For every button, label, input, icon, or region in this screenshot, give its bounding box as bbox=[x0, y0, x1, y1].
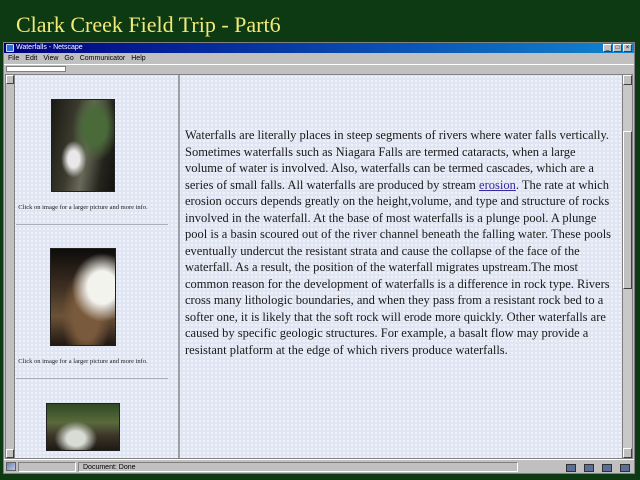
maximize-button[interactable]: □ bbox=[613, 44, 622, 52]
status-bar bbox=[4, 459, 634, 473]
sidebar-scrollbar[interactable] bbox=[6, 75, 15, 458]
article-text: . The rate at which erosion occurs depends greatly on the height,volume, and type and structure of rocks involved in the waterfall. At the base of most waterfalls is a plunge pool. A plunge pool is a basin scoured out of the river channel beneath the falling water. These pools eventually undercut the resistant strata and cause the collapse of the face of the waterfall. As a result, the position of the waterfall migrates upstream.The most common reason for the development of waterfalls is a difference in rock type. Rivers cross many lithologic boundaries, and when they pass from a resistant rock bed to a softer one, it is likely that the soft rock will erode more quickly. Other waterfalls are caused by specific geologic structures. For example, a basalt flow may provide a resistant platform at the edge of which rivers produce waterfalls. bbox=[185, 177, 612, 357]
component-bar bbox=[563, 462, 631, 472]
minimize-button[interactable]: _ bbox=[603, 44, 612, 52]
waterfall-photo-3[interactable] bbox=[46, 403, 120, 451]
menu-file[interactable]: File bbox=[8, 55, 20, 62]
menu-communicator[interactable]: Communicator bbox=[79, 55, 126, 62]
erosion-link[interactable]: erosion bbox=[479, 177, 516, 192]
waterfall-photo-2[interactable] bbox=[50, 248, 116, 346]
security-lock-icon[interactable] bbox=[6, 462, 16, 471]
window-titlebar[interactable] bbox=[4, 43, 634, 53]
menu-view[interactable]: View bbox=[43, 55, 59, 62]
progress-meter bbox=[18, 462, 76, 472]
photo-divider bbox=[16, 224, 168, 225]
mail-icon[interactable] bbox=[581, 462, 595, 472]
browser-content bbox=[5, 74, 633, 459]
photo-caption-2: Click on image for a larger picture and more info. bbox=[18, 358, 148, 365]
photo-divider bbox=[16, 378, 168, 379]
location-field[interactable] bbox=[6, 66, 66, 72]
slide-title: Clark Creek Field Trip - Part6 bbox=[16, 12, 281, 37]
menu-bar bbox=[4, 53, 634, 64]
waterfall-article bbox=[185, 127, 613, 358]
status-text: Document: Done bbox=[78, 462, 518, 472]
article-scrollbar[interactable] bbox=[622, 75, 632, 458]
netscape-icon bbox=[6, 44, 14, 52]
menu-help[interactable]: Help bbox=[131, 55, 146, 62]
composer-icon[interactable] bbox=[599, 462, 613, 472]
scroll-up-button[interactable] bbox=[6, 75, 14, 84]
article-text: Waterfalls are literally places in steep segments of rivers where water falls vertically. Sometimes waterfalls such as Niagara Falls are termed cataracts, when a large volume of water is involved. Also, waterfalls can be termed cascades, which are a series of small falls. All waterfalls are produced by stream bbox=[185, 128, 610, 192]
browser-window bbox=[3, 42, 635, 474]
article-frame bbox=[182, 75, 632, 458]
scroll-up-button[interactable] bbox=[623, 75, 632, 85]
waterfall-photo-1[interactable] bbox=[51, 99, 115, 192]
edit-icon[interactable] bbox=[617, 462, 631, 472]
window-controls bbox=[603, 44, 632, 52]
scroll-thumb[interactable] bbox=[623, 131, 632, 289]
location-toolbar bbox=[4, 64, 634, 73]
window-title: Waterfalls - Netscape bbox=[16, 44, 83, 51]
photo-caption-1: Click on image for a larger picture and more info. bbox=[18, 204, 148, 211]
photo-sidebar-frame bbox=[6, 75, 180, 458]
component-bar-icon[interactable] bbox=[563, 462, 577, 472]
close-button[interactable]: × bbox=[623, 44, 632, 52]
scroll-down-button[interactable] bbox=[623, 448, 632, 458]
menu-edit[interactable]: Edit bbox=[25, 55, 38, 62]
scroll-down-button[interactable] bbox=[6, 449, 14, 458]
menu-go[interactable]: Go bbox=[64, 55, 74, 62]
